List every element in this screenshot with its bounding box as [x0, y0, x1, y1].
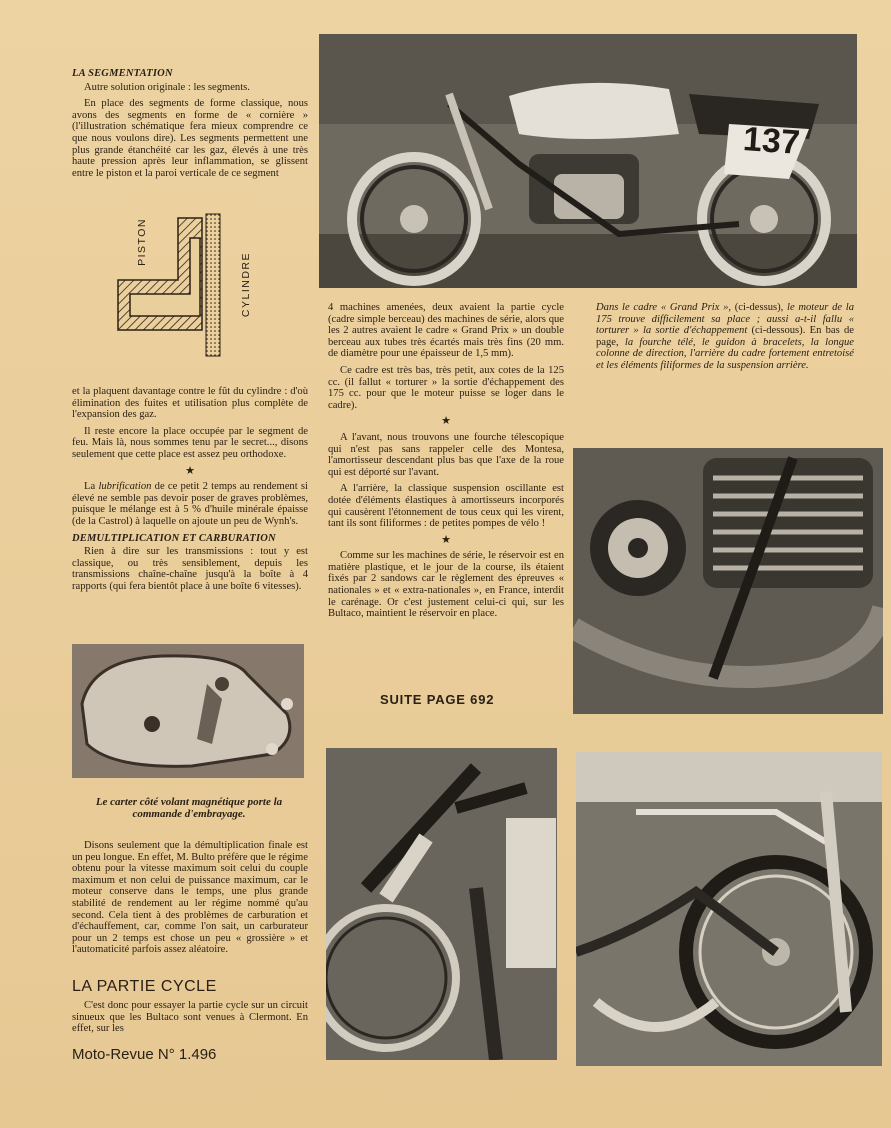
photo-rear-suspension [576, 752, 882, 1066]
section-title-partie-cycle: LA PARTIE CYCLE [72, 978, 217, 995]
caption-text: (ci-dessus), [734, 302, 784, 313]
photo-motorcycle-137 [319, 34, 857, 288]
paragraph: Ce cadre est très bas, très petit, aux cotes de la 125 cc. (il fallut « torturer » la sortie d'échappement des 175 cc. pour que le moteur puisse se loger dans le cadre). [328, 364, 564, 411]
race-number: 137 [741, 120, 802, 162]
column-middle [328, 302, 564, 625]
column-left-bottom [72, 840, 308, 961]
photo-engine-exhaust [573, 448, 883, 714]
paragraph: Rien à dire sur les transmissions : tout y est classique, ou très sensiblement, depuis les transmissions chaîne-chaîne jusqu'à la boîte à 4 rapports (qui fera bientôt place à une boîte 6 vitesses). [72, 546, 308, 592]
paragraph-lubrification [72, 481, 308, 527]
heading-demultiplication: DEMULTIPLICATION ET CARBURATION [72, 532, 276, 544]
photo-carter [72, 644, 304, 778]
paragraph: 4 machines amenées, deux avaient la partie cycle (cadre simple berceau) des machines de série, alors que les 2 autres avaient le cadre « Grand Prix » un double berceau aux tubes très écartés mais très fins (20 mm. de diamètre pour une épaisseur de 1,5 mm). [328, 302, 564, 360]
text: La [84, 481, 96, 493]
heading-segmentation: LA SEGMENTATION [72, 68, 173, 79]
caption-grand-prix [596, 302, 854, 372]
column-left-top [72, 68, 308, 184]
star-separator: ★ [185, 464, 195, 477]
column-left-middle [72, 386, 308, 598]
paragraph: C'est donc pour essayer la partie cycle sur un circuit sinueux que les Bultaco sont venues à Clermont. En effet, sur les [72, 1000, 308, 1035]
paragraph: Comme sur les machines de série, le réservoir est en matière plastique, et le jour de la course, ils étaient fixés par 2 sandows car le règlement des épreuves « nationales » et « extra-nationales », en France, interdit le carénage. Or c'est justement celui-ci qui, sur les Bultaco, maintient le réservoir en place. [328, 550, 564, 620]
text: de ce petit 2 temps au rendement si élevé ne semble pas devoir poser de graves problèmes, puisque le mélange est à 5 % d'huile minérale épaisse (de la Castrol) à laquelle on ajoute un peu de Wynh's. [72, 481, 308, 527]
paragraph: Il reste encore la place occupée par le segment de feu. Mais là, nous sommes tenu par le secret..., disons seulement que cette place est assez peu orthodoxe. [72, 425, 308, 460]
paragraph: Disons seulement que la démultiplication finale est un peu longue. En effet, M. Bulto préfère que le régime obtenu pour la vitesse maximum soit celui du couple maximum et non celui de puissance maximum, car le moteur conserve dans le temps, une plus grande stabilité de rendement au ler régime nommé qu'au second. Cela tient à des problèmes de carburation et d'échauffement, car, comme l'on sait, un carburateur pour un 2 temps est chose un peu « grossière » et l'automaticité parfois assez aléatoire. [72, 840, 308, 956]
star-separator: ★ [441, 415, 451, 428]
paragraph: et la plaquent davantage contre le fût du cylindre : d'où élimination des fuites et utilisation plus complète de l'expansion des gaz. [72, 386, 308, 421]
paragraph: A l'avant, nous trouvons une fourche télescopique qui n'est pas sans rappeler celle des Montesa, l'amortisseur descendant plus bas que l'axe de la roue qui est déporté sur l'avant. [328, 431, 564, 478]
footer-issue: Moto-Revue N° 1.496 [72, 1046, 217, 1063]
photo-front-fork [326, 748, 557, 1060]
text-emphasis: lubrification [98, 481, 152, 493]
caption-text: En bas de page, [596, 325, 854, 348]
paragraph: En place des segments de forme classique, nous avons des segments en forme de « cornière » (l'illustration schématique fera mieux comprendre ce que nous voulons dire). Les segments permettent une plus grande étanchéité car les gaz, élevés à une très haute pression après leur inflammation, se glissent entre le piston et la paroi verticale de ce segment [72, 98, 308, 179]
paragraph: A l'arrière, la classique suspension oscillante est dotée d'éléments élastiques à amortisseurs incorporés qui causèrent l'étonnement de tous ceux qui les virent, tant ils sont filiformes : de petites pompes de vélo ! [328, 483, 564, 530]
diagram-label-cylindre: CYLINDRE [240, 252, 252, 318]
diagram-label-piston: PISTON [136, 218, 148, 266]
paragraph: Autre solution originale : les segments. [84, 81, 250, 93]
caption-text: la fourche télé, le guidon à bracelets, la longue colonne de direction, l'arrière du cadre fortement entretoisé et les éléments filiformes de la suspension arrière. [596, 336, 854, 371]
caption-text: Dans le cadre « Grand Prix », [596, 302, 732, 313]
star-separator: ★ [441, 533, 451, 546]
caption-text: le moteur de la 175 trouve difficilement sa place ; aussi a-t-il fallu « torturer » la sortie d'échappement [596, 302, 854, 337]
suite-page-link: SUITE PAGE 692 [380, 692, 495, 707]
caption-text: (ci-dessous). [751, 325, 806, 337]
caption-carter: Le carter côté volant magnétique porte la commande d'embrayage. [95, 796, 283, 820]
column-left-end [72, 1000, 308, 1040]
